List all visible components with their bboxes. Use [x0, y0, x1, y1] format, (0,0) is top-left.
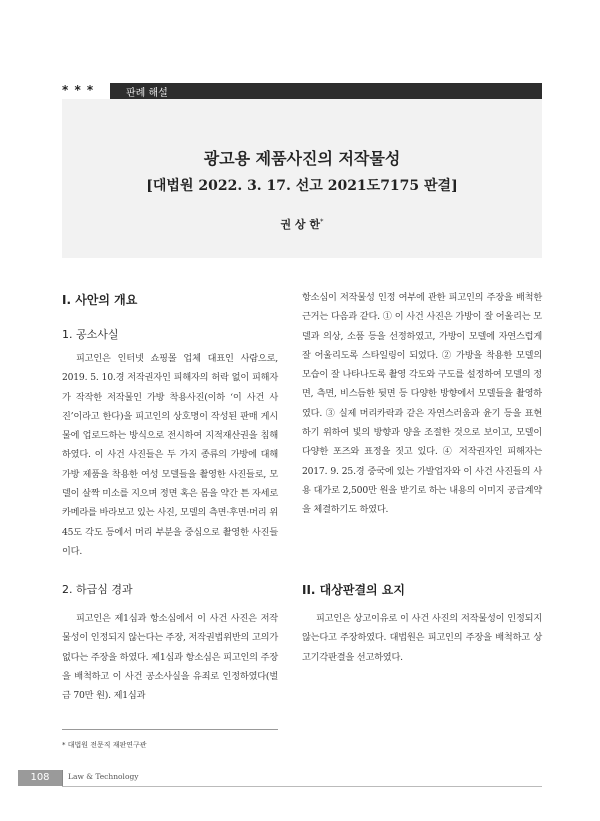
article-title: 광고용 제품사진의 저작물성	[203, 149, 401, 168]
author-footnote-mark: *	[320, 217, 324, 226]
category-label: 판례 해설	[126, 88, 168, 99]
footer-separator	[62, 770, 63, 786]
author-line	[62, 216, 542, 232]
footer-rule	[62, 786, 542, 787]
subsection-1-paragraph: 피고인은 인터넷 쇼핑몰 업체 대표인 사람으로, 2019. 5. 10.경 저작권자인 피해자의 허락 없이 피해자가 작작한 저작물인 가방 착용사진(이하 ‘이 사건 사진’이라고 한다)을 피고인의 상호명이 작성된 판매 게시물에 업로드하는 방식으로 전시하여 지적재산권을 침해하였다. 이 사건 사진들은 두 가지 종류의 가방에 대해 가방 제품을 착용한 여성 모델들을 촬영한 사진들로, 모델이 살짝 미소를 지으며 정면 혹은 몸을 약간 튼 자세로 카메라를 바라보고 있는 사진, 모델의 측면·후면·머리 위 45도 각도 등에서 머리 부분을 중심으로 촬영한 사진들이다.	[62, 353, 278, 557]
right-paragraph-1: 항소심이 저작물성 인정 여부에 관한 피고인의 주장을 배척한 근거는 다음과 같다. ① 이 사건 사진은 가방이 잘 어울리는 모델과 의상, 소품 등을 선정하였고, 가방이 모델에 자연스럽게 잘 어울리도록 스타일링이 되었다. ② 가방을 착용한 모델의 모습이 잘 나타나도록 촬영 각도와 구도를 설정하여 모델의 정면, 측면, 비스듬한 뒷면 등 다양한 방향에서 모델들을 촬영하였다. ③ 실제 머리카락과 같은 자연스러움과 윤기 등을 표현하기 위하여 빛의 방향과 양을 조절한 것으로 보이고, 모델이 다양한 포즈와 표정을 짓고 있다. ④ 저작권자인 피해자는 2017. 9. 25.경 중국에 있는 가발업자와 이 사건 사진들의 사용 대가로 2,500만 원을 받기로 하는 내용의 이미지 공급계약을 체결하기도 하였다.	[302, 292, 542, 516]
section-2-paragraph: 피고인은 상고이유로 이 사건 사진의 저작물성이 인정되지 않는다고 주장하였다. 대법원은 피고인의 주장을 배척하고 상고기각판결을 선고하였다.	[302, 613, 542, 663]
footnote-divider	[62, 729, 278, 730]
subsection-2-paragraph: 피고인은 제1심과 항소심에서 이 사건 사진은 저작물성이 인정되지 않는다는 주장, 저작권법위반의 고의가 없다는 주장을 하였다. 제1심과 항소심은 피고인의 주장을 배척하고 이 사건 공소사실을 유죄로 인정하였다(벌금 70만 원). 제1심과	[62, 613, 278, 702]
article-subtitle: [대법원 2022. 3. 17. 선고 2021도7175 판결]	[146, 178, 458, 194]
title-box	[62, 99, 542, 258]
section-1-heading: I. 사안의 개요	[62, 293, 138, 307]
category-banner	[110, 83, 542, 99]
footnote: * 대법원 전문직 재판연구관	[62, 741, 147, 749]
section-2-heading: II. 대상판결의 요지	[302, 583, 405, 597]
page-number: 108	[18, 770, 62, 786]
journal-name: Law & Technology	[68, 772, 139, 781]
author-name: 권 상 한	[280, 218, 321, 231]
subsection-2-heading: 2. 하급심 경과	[62, 583, 133, 596]
decorative-stars: * * *	[62, 83, 95, 97]
subsection-1-heading: 1. 공소사실	[62, 328, 119, 341]
